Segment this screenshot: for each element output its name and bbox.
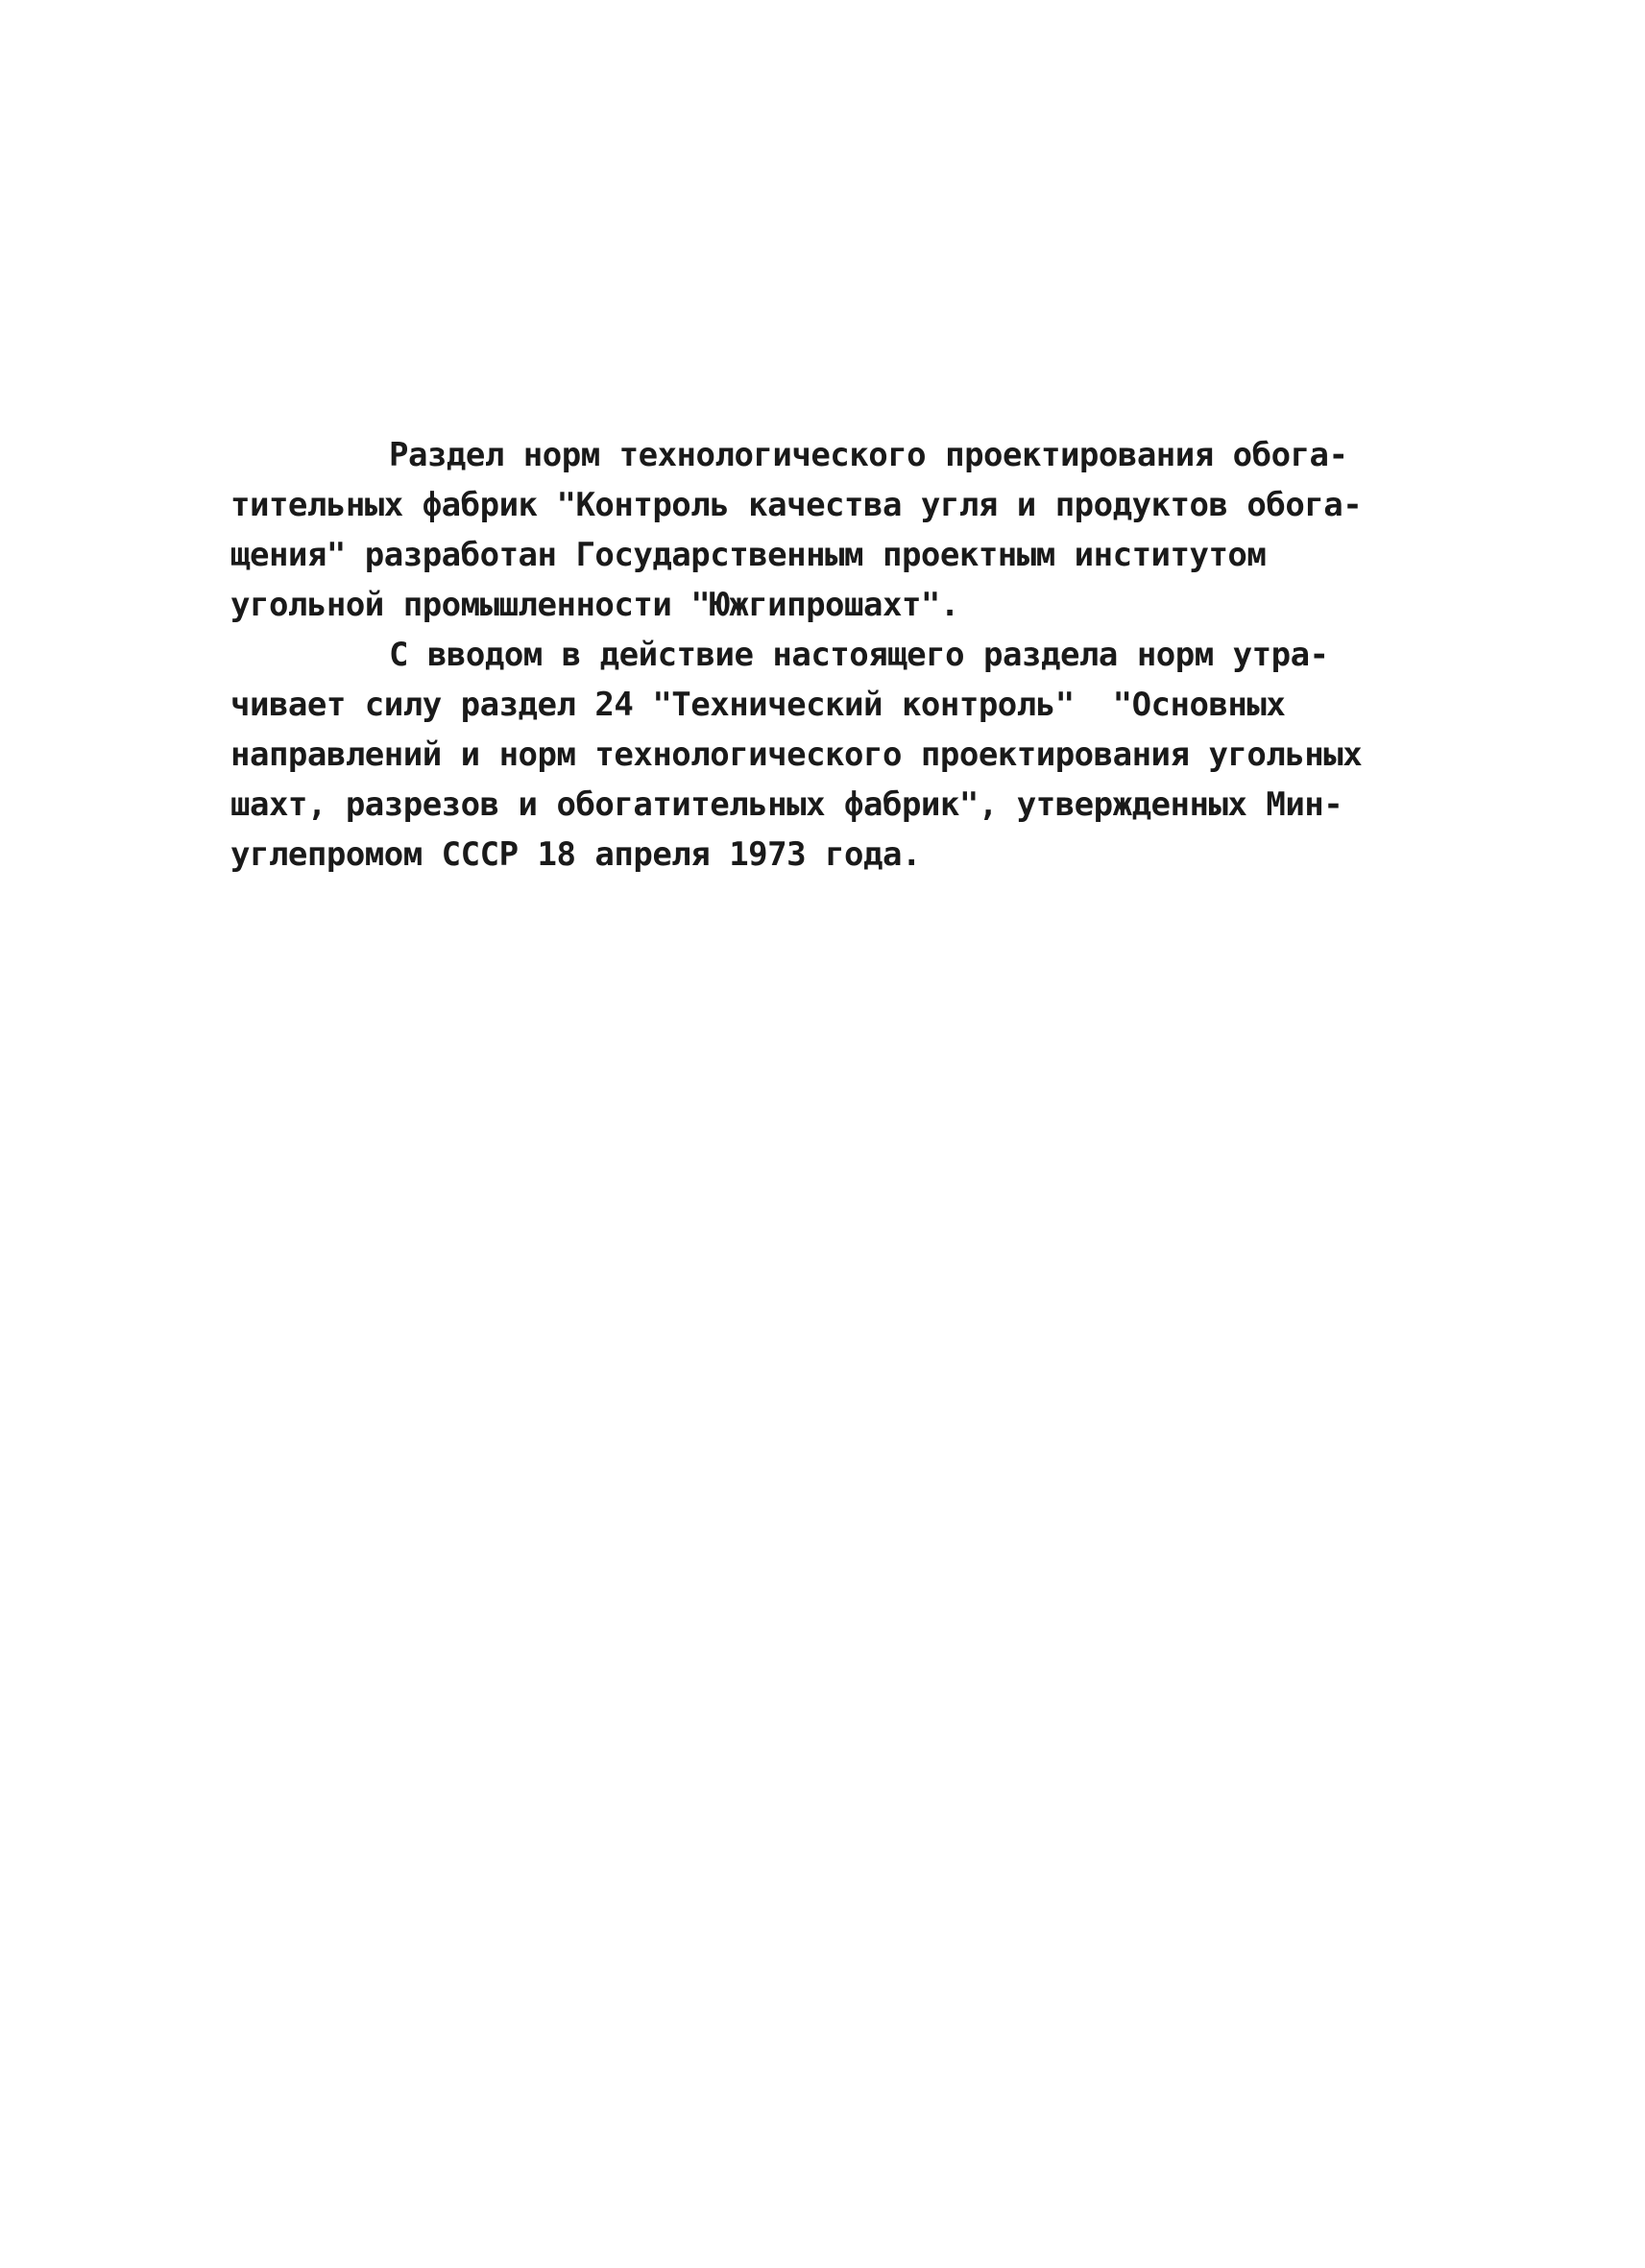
text-line: углепромом СССР 18 апреля 1973 года. [230, 835, 921, 874]
paragraph-1 [230, 430, 1412, 630]
text-line: тительных фабрик "Контроль качества угля и продуктов обога- [230, 486, 1363, 524]
paragraph-2 [230, 630, 1412, 880]
text-line: С вводом в действие настоящего раздела норм утра- [389, 636, 1329, 674]
text-line: направлений и норм технологического проектирования угольных [230, 736, 1363, 774]
text-line: чивает силу раздел 24 "Технический контроль" "Основных [230, 686, 1286, 724]
document-body [230, 430, 1412, 880]
text-line: щения" разработан Государственным проектным институтом [230, 536, 1267, 574]
text-line: шахт, разрезов и обогатительных фабрик", утвержденных Мин- [230, 785, 1343, 824]
text-line: угольной промышленности "Южгипрошахт". [230, 586, 959, 624]
text-line: Раздел норм технологического проектирования обога- [389, 436, 1348, 474]
